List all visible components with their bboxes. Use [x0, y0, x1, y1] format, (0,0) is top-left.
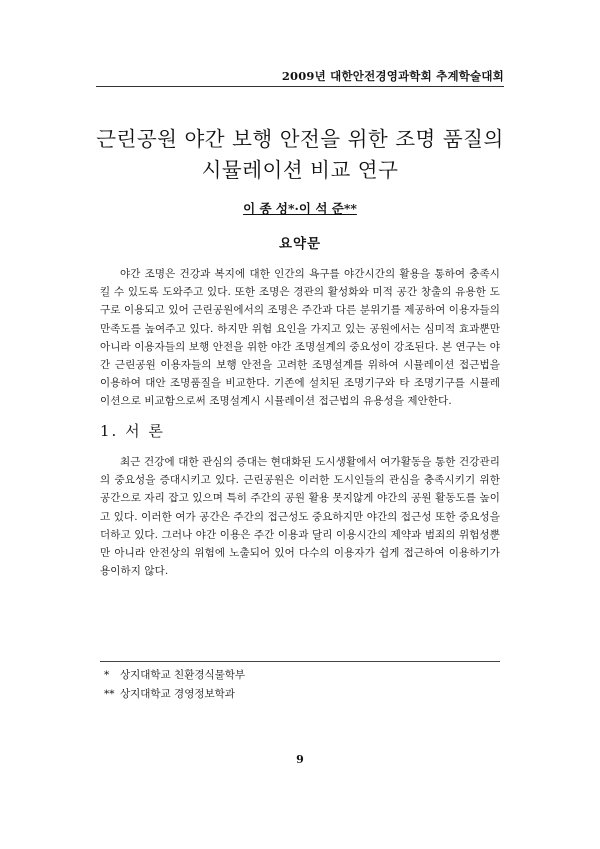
footnote-1: [104, 667, 245, 682]
footnote-text: 상지대학교 경영정보학과: [120, 688, 235, 700]
conference-header: 2009년 대한안전경영과학회 추계학술대회: [281, 69, 504, 83]
author-line: [0, 199, 600, 217]
page-number: 9: [296, 753, 304, 766]
section-heading: 1. 서 론: [100, 422, 165, 440]
abstract-body: 야간 조명은 건강과 복지에 대한 인간의 욕구를 야간시간의 활용을 통하여 충족시킬 수 있도록 도와주고 있다. 또한 조명은 경관의 활성화와 미적 공간 창출의 유용한 도구로 이용되고 있어 근린공원에서의 조명은 주간과 다른 분위기를 제공하여 이용자들의 만족도를 높여주고 있다. 하지만 위험 요인을 가지고 있는 공원에서는 심미적 효과뿐만 아니라 이용자들의 보행 안전을 위한 야간 조명설계의 중요성이 강조된다. 본 연구는 야간 근린공원 이용자들의 보행 안전을 고려한 조명설계를 위하여 시뮬레이션 접근법을 이용하여 대안 조명품질을 비교한다. 기존에 설치된 조명기구와 타 조명기구를 시뮬레이션으로 비교함으로써 조명설계시 시뮬레이션 접근법의 유용성을 제안한다.: [100, 268, 500, 408]
footnote-text: 상지대학교 친환경식물학부: [120, 669, 246, 681]
title-line-1: 근린공원 야간 보행 안전을 위한 조명 품질의: [96, 127, 504, 151]
abstract-heading: 요약문: [278, 236, 322, 252]
footnote-mark: **: [104, 688, 115, 700]
header-rule: [96, 86, 504, 87]
footnote-2: [104, 686, 235, 701]
introduction-body: 최근 건강에 대한 관심의 증대는 현대화된 도시생활에서 여가활동을 통한 건강관리의 중요성을 증대시키고 있다. 근린공원은 이러한 도시인들의 관심을 충족시키기 위한 공간으로 자리 잡고 있으며 특히 주간의 공원 활용 못지않게 야간의 공원 활동도를 높이고 있다. 이러한 여가 공간은 주간의 접근성도 중요하지만 야간의 접근성 또한 중요성을 더하고 있다. 그러나 야간 이용은 주간 이용과 달리 이용시간의 제약과 범죄의 위험성뿐만 아니라 안전상의 위험에 노출되어 있어 다수의 이용자가 쉽게 접근하여 이용하기가 용이하지 않다.: [100, 456, 500, 578]
footnote-mark: *: [104, 669, 110, 681]
footnote-rule: [100, 661, 500, 662]
title-line-2: 시뮬레이션 비교 연구: [201, 158, 399, 182]
paper-title: [60, 124, 540, 186]
author-names: 이 종 성*·이 석 준**: [243, 201, 357, 216]
